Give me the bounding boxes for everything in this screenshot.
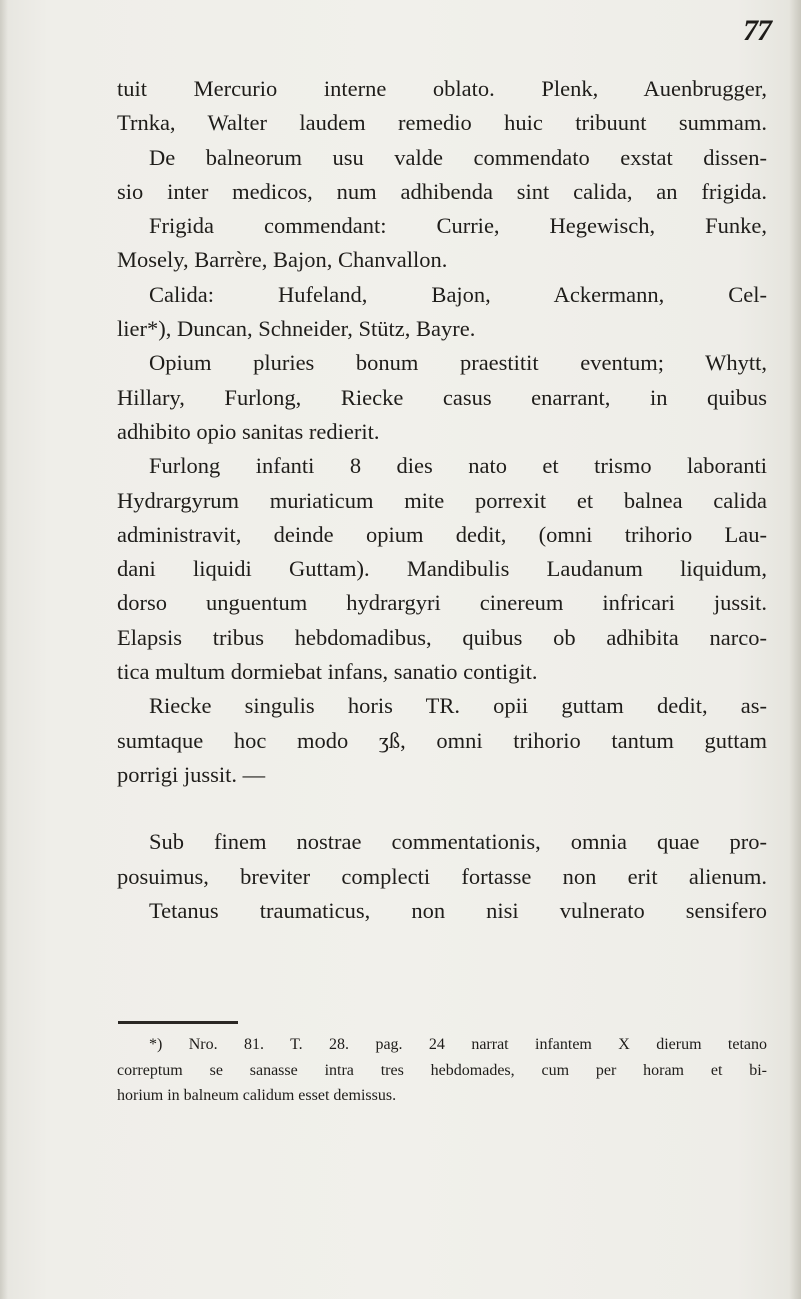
main-text	[117, 72, 767, 928]
text-line: adhibito opio sanitas redierit.	[117, 418, 380, 444]
text-line: Sub finem nostrae commentationis, omnia quae pro-	[149, 829, 767, 855]
text-line: Hydrargyrum muriaticum mite porrexit et balnea calida	[117, 487, 767, 513]
text-line: Frigida commendant: Currie, Hegewisch, Funke,	[149, 213, 767, 239]
text-line: sio inter medicos, num adhibenda sint calida, an frigida.	[117, 178, 767, 204]
text-line: tuit Mercurio interne oblato. Plenk, Auenbrugger,	[117, 76, 767, 101]
text-line: Trnka, Walter laudem remedio huic tribuunt summam.	[117, 110, 767, 136]
text-line: tica multum dormiebat infans, sanatio contigit.	[117, 659, 538, 685]
text-line: dorso unguentum hydrargyri cinereum infricari jussit.	[117, 590, 767, 616]
footnote-line: *) Nro. 81. T. 28. pag. 24 narrat infantem X dierum tetano	[149, 1036, 767, 1053]
page-left-edge-shadow	[0, 0, 8, 1299]
page-right-edge-shadow	[789, 0, 801, 1299]
text-line: Riecke singulis horis TR. opii guttam dedit, as-	[149, 693, 767, 719]
paragraph-gap	[117, 792, 767, 825]
text-line: administravit, deinde opium dedit, (omni trihorio Lau-	[117, 521, 767, 547]
footnote-rule	[118, 1021, 238, 1024]
text-line: porrigi jussit. —	[117, 761, 266, 787]
text-line: Opium pluries bonum praestitit eventum; Whytt,	[149, 350, 767, 376]
footnote-line: horium in balneum calidum esset demissus.	[117, 1087, 397, 1104]
text-line: posuimus, breviter complecti fortasse non erit alienum.	[117, 863, 767, 889]
text-line: sumtaque hoc modo ʒß, omni trihorio tantum guttam	[117, 727, 767, 753]
text-line: De balneorum usu valde commendato exstat dissen-	[149, 144, 767, 170]
text-line: dani liquidi Guttam). Mandibulis Laudanum liquidum,	[117, 556, 767, 582]
text-line: Furlong infanti 8 dies nato et trismo laboranti	[149, 453, 767, 479]
text-line: Elapsis tribus hebdomadibus, quibus ob adhibita narco-	[117, 624, 767, 650]
footnote	[117, 1032, 767, 1109]
text-line: lier*), Duncan, Schneider, Stütz, Bayre.	[117, 316, 476, 342]
text-line: Tetanus traumaticus, non nisi vulnerato sensifero	[149, 897, 767, 923]
text-line: Calida: Hufeland, Bajon, Ackermann, Cel-	[149, 281, 767, 307]
text-line: Hillary, Furlong, Riecke casus enarrant, in quibus	[117, 384, 767, 410]
footnote-line: correptum se sanasse intra tres hebdomades, cum per horam et bi-	[117, 1061, 767, 1079]
page-number: 77	[743, 14, 771, 47]
text-line: Mosely, Barrère, Bajon, Chanvallon.	[117, 247, 448, 273]
